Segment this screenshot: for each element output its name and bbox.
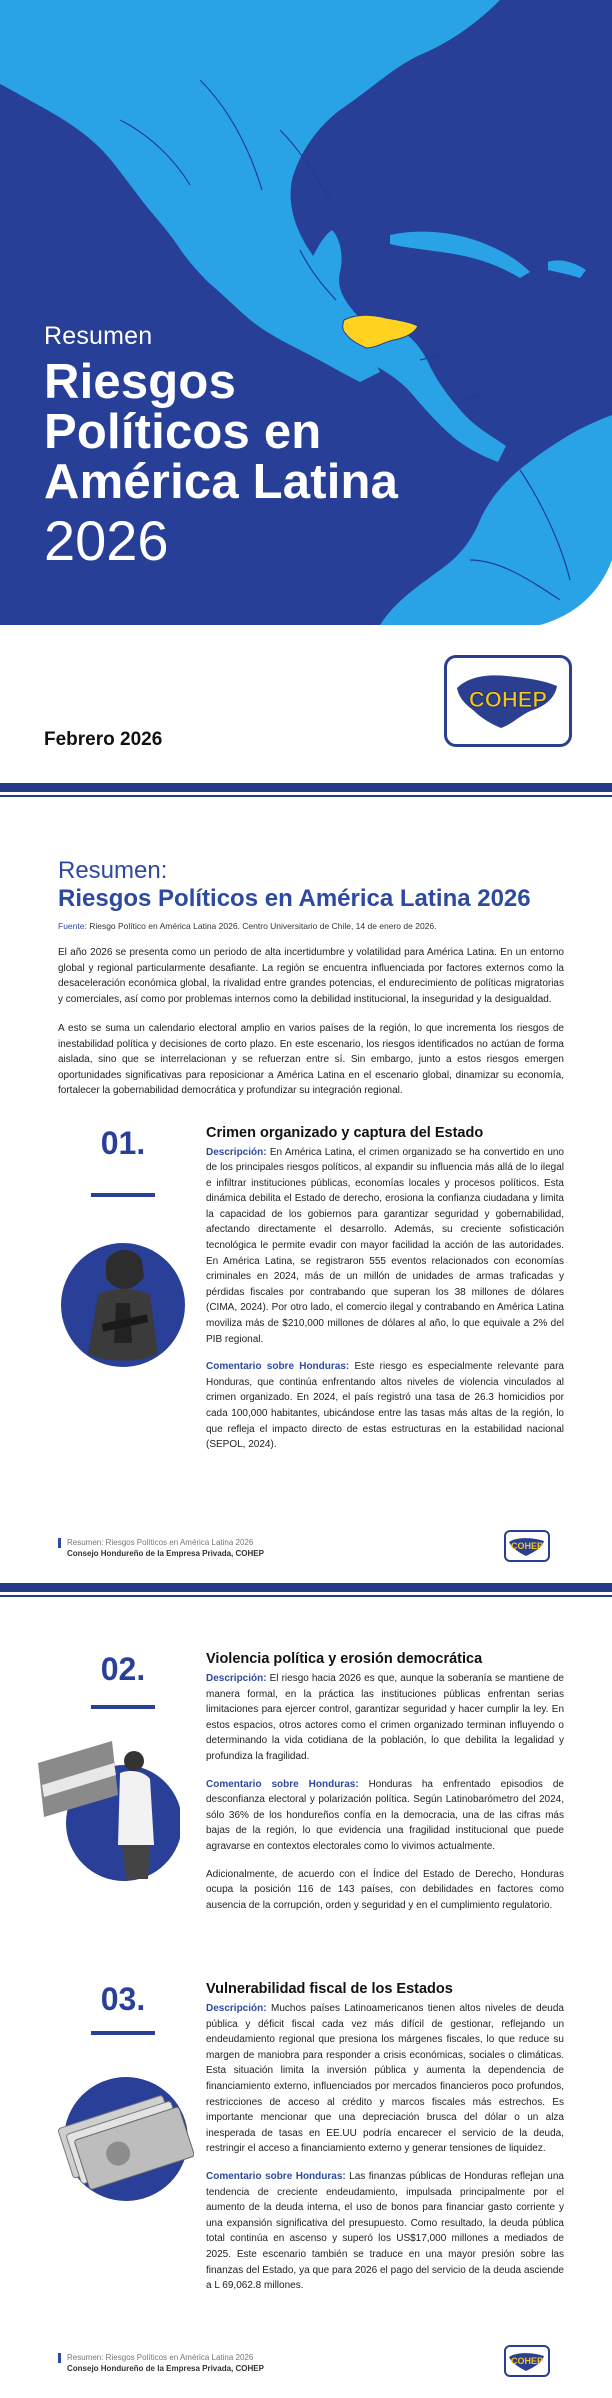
summary-title-line1: Resumen: bbox=[58, 857, 168, 884]
description-text: El riesgo hacia 2026 es que, aunque la soberanía se mantiene de manera formal, en la práctica las instituciones públicas enfrentan serias limitaciones para ejercer control, garantizar seguridad y hacer cumplir la ley. En estos espacios, otros actores como el crimen organizado terminan influyendo o determinando la vida cotidiana de la población, lo que debilita la legalidad y profundiza la fragilidad. bbox=[206, 1673, 564, 1762]
risk-title: Crimen organizado y captura del Estado bbox=[206, 1124, 484, 1141]
footer-line1: Resumen: Riesgos Políticos en América Latina 2026 bbox=[58, 1538, 264, 1548]
risk-number: 03. bbox=[100, 1981, 146, 2017]
description-text: Muchos países Latinoamericanos tienen altos niveles de deuda pública y déficit fiscal cada vez más difícil de gestionar, reflejando un endeudamiento regional que presiona los márgenes fiscales, lo que reduce su margen de maniobra para responder a crisis económicas, sociales o climáticas. Esta situación limita la inversión pública y aumenta la dependencia de financiamiento externo, influenciados por mercados financieros poco profundos, restricciones de acceso al crédito y marcos fiscales más estrechos. Es importante mencionar que una depreciación brusca del dólar o un alza inesperada de tasas en EE.UU podría encarecer el servicio de la deuda, restringir el acceso a financiamiento externo y generar tensiones de liquidez. bbox=[206, 2003, 564, 2155]
flag-protester-photo bbox=[34, 1733, 180, 1883]
footer-logo bbox=[504, 2345, 550, 2377]
description-label: Descripción: bbox=[206, 2003, 267, 2014]
page-summary bbox=[0, 797, 612, 1583]
comment-label: Comentario sobre Honduras: bbox=[206, 1778, 359, 1790]
intro-paragraph-2: A esto se suma un calendario electoral amplio en varios países de la región, lo que incrementa los riesgos de inestabilidad política y decisiones de corto plazo. En este escenario, los riesgos identificados no actúan de forma aislada, sino que se interrelacionan y se refuerzan entre sí. Sin embargo, junto a estos riesgos emergen oportunidades significativas para reposicionar a América Latina en el escenario global, dinamizar su economía, fortalecer la gobernabilidad democrática y profundizar su integración regional. bbox=[58, 1023, 564, 1096]
soldier-photo bbox=[58, 1233, 188, 1369]
cover-title-line1: Riesgos bbox=[44, 355, 237, 409]
footer-logo-graphic bbox=[506, 2347, 548, 2375]
cover-year: 2026 bbox=[44, 509, 169, 572]
source-label: Fuente: bbox=[58, 921, 87, 931]
divider-middle bbox=[0, 1583, 612, 1597]
risk-description bbox=[206, 2001, 564, 2157]
cover bbox=[0, 0, 612, 625]
risk-description bbox=[206, 1145, 564, 1348]
risk-text-3 bbox=[206, 1981, 564, 2294]
risk-comment bbox=[206, 1777, 564, 1855]
risk-item-3 bbox=[58, 1981, 564, 2351]
source-text: Riesgo Político en América Latina 2026. Centro Universitario de Chile, 14 de enero de 2026. bbox=[86, 921, 437, 931]
cover-title-line2: Políticos en bbox=[44, 405, 322, 459]
footer-line2: Consejo Hondureño de la Empresa Privada, COHEP bbox=[67, 2364, 264, 2373]
page-footer bbox=[58, 1538, 264, 1559]
footer-line1: Resumen: Riesgos Políticos en América Latina 2026 bbox=[58, 2353, 264, 2363]
risk-number-underline bbox=[91, 1193, 155, 1197]
risk-number-underline bbox=[91, 1705, 155, 1709]
cohep-logo bbox=[444, 655, 572, 747]
risk-description bbox=[206, 1671, 564, 1765]
map-island-hispaniola bbox=[548, 260, 586, 278]
risk-number: 01. bbox=[100, 1124, 146, 1161]
comment-text: Este riesgo es especialmente relevante para Honduras, que continúa enfrentando altos niveles de violencia vinculados al crimen organizado. En 2024, el país registró una tasa de 26.3 homicidios por cada 100,000 habitantes, ubicándose entre las tasas más altas de la región, lo que refleja el impacto directo de estas estructuras en la estabilidad nacional (SEPOL, 2024). bbox=[206, 1361, 564, 1451]
comment-text: Las finanzas públicas de Honduras reflejan una tendencia de creciente endeudamiento, impulsada principalmente por el aumento de la deuda interna, el uso de bonos para financiar gasto corriente y una expansión significativa del presupuesto. Como resultado, la deuda pública total continúa en ascenso y superó los US$17,000 millones a mediados de 2025. Este escenario también se traduce en una mayor presión sobre las finanzas del Estado, ya que para 2026 el pago del servicio de la deuda asciende a L 69,062.8 millones. bbox=[206, 2170, 564, 2292]
risk-text-1 bbox=[206, 1125, 564, 1453]
summary-title-line2: Riesgos Políticos en América Latina 2026 bbox=[58, 885, 531, 912]
risk-comment bbox=[206, 1359, 564, 1453]
comment-label: Comentario sobre Honduras: bbox=[206, 2170, 346, 2182]
footer-line2: Consejo Hondureño de la Empresa Privada, COHEP bbox=[67, 1549, 264, 1558]
risk-additional: Adicionalmente, de acuerdo con el Índice del Estado de Derecho, Honduras ocupa la posición 116 de 143 países, con debilidades en factores como ausencia de la corrupción, orden y seguridad y en el cumplimiento regulatorio. bbox=[206, 1868, 564, 1911]
description-label: Descripción: bbox=[206, 1146, 267, 1158]
page-footer bbox=[58, 2353, 264, 2374]
description-label: Descripción: bbox=[206, 1673, 267, 1684]
footer-logo-text: COHEP bbox=[510, 1541, 544, 1551]
risk-text-2 bbox=[206, 1651, 564, 1913]
cohep-logo-text: COHEP bbox=[468, 687, 548, 712]
risk-comment bbox=[206, 2169, 564, 2294]
comment-text: Honduras ha enfrentado episodios de desconfianza electoral y polarización política. Según Latinobarómetro del 2024, sólo 36% de los hondureños confía en la democracia, una de las cifras más bajas de la región, lo que evidencia una fragilidad institucional que puede agravarse en contextos electorales como lo vivimos actualmente. bbox=[206, 1778, 564, 1852]
risk-number-underline bbox=[91, 2031, 155, 2035]
cover-title-block bbox=[44, 322, 398, 573]
map-island-cuba bbox=[390, 232, 530, 278]
cover-title-line3: América Latina bbox=[44, 455, 399, 509]
footer-logo bbox=[504, 1530, 550, 1562]
divider-top bbox=[0, 783, 612, 797]
page-risks-2-3 bbox=[0, 1597, 612, 2398]
risk-title: Vulnerabilidad fiscal de los Estados bbox=[206, 1981, 453, 1997]
summary-source bbox=[58, 921, 564, 931]
risk-item-2 bbox=[58, 1651, 564, 1991]
money-photo bbox=[54, 2069, 194, 2209]
risk-item-1 bbox=[58, 1125, 564, 1495]
risk-title: Violencia política y erosión democrática bbox=[206, 1651, 483, 1667]
cover-kicker: Resumen bbox=[44, 322, 153, 350]
risk-number: 02. bbox=[100, 1651, 146, 1687]
date-band bbox=[0, 625, 612, 783]
comment-label: Comentario sobre Honduras: bbox=[206, 1361, 350, 1373]
publication-date: Febrero 2026 bbox=[44, 729, 163, 750]
footer-logo-text: COHEP bbox=[510, 2356, 544, 2366]
intro-paragraph-1: El año 2026 se presenta como un periodo de alta incertidumbre y volatilidad para América Latina. En un entorno global y regional particularmente desafiante. La región se encuentra influenciada por factores externos como la desaceleración económica global, la rivalidad entre grandes potencias, el endurecimiento de políticas migratorias y comerciales, así como por problemas internos como la debilidad institucional, la inseguridad y la desigualdad. bbox=[58, 947, 564, 1005]
description-text: En América Latina, el crimen organizado se ha convertido en uno de los principales riesgos políticos, al expandir su influencia más allá de lo ilegal e infiltrar instituciones públicas, economías locales y procesos políticos. Esta dinámica debilita el Estado de derecho, erosiona la confianza ciudadana y limita la capacidad de los gobiernos para garantizar seguridad y gobernabilidad, afectando directamente el desarrollo. Además, su creciente sofisticación tecnológica le permite evadir con mayor facilidad la acción de las autoridades. En América Latina, se registraron 555 eventos relacionados con economías criminales en 2024, más de un millón de unidades de armas traficadas y pérdidas fiscales por contrabando que superan los 38 millones de dólares (CIMA, 2024). Por otro lado, el comercio ilegal y contrabando en América Latina moviliza más de $210,000 millones de dólares al año, lo que equivale a 2% del PIB regional. bbox=[206, 1146, 564, 1345]
cohep-logo-graphic bbox=[447, 658, 569, 744]
footer-logo-graphic bbox=[506, 1532, 548, 1560]
